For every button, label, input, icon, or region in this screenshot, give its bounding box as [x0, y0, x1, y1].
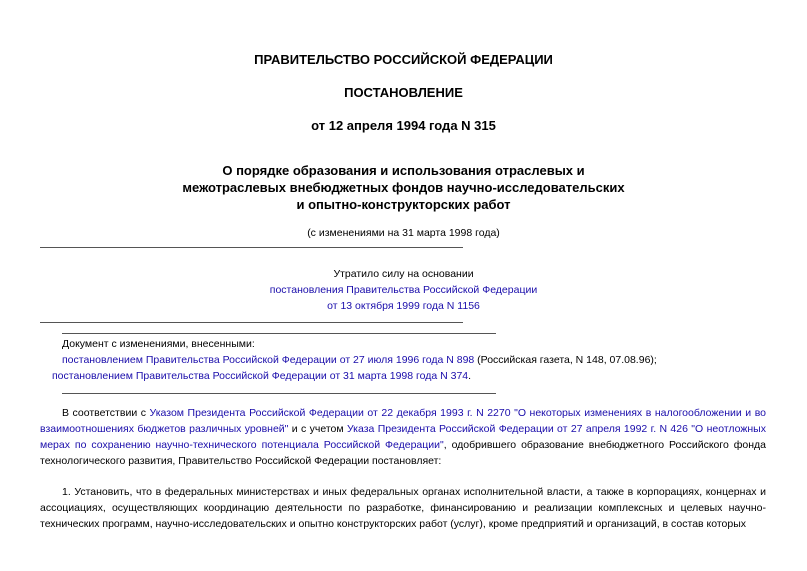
- document-type: ПОСТАНОВЛЕНИЕ: [344, 85, 463, 100]
- publication-source: (Российская газета, N 148, 07.08.96);: [474, 354, 657, 366]
- decree-426-link[interactable]: Указа Президента Российской Федерации от 27 апреля 1992 г. N 426 "О неотложных мерах по сохранению научно-технического потенциала Российской Федерации": [40, 423, 766, 451]
- changes-item-2: постановлением Правительства Российской Федерации от 31 марта 1998 года N 374.: [52, 370, 472, 382]
- divider: [40, 247, 463, 248]
- repeal-decree-date-link[interactable]: от 13 октября 1999 года N 1156: [327, 300, 480, 312]
- amendments-note: (с изменениями на 31 марта 1998 года): [307, 227, 500, 239]
- changes-item-1: [62, 354, 657, 366]
- document-date-number: от 12 апреля 1994 года N 315: [311, 118, 496, 133]
- issuing-authority: ПРАВИТЕЛЬСТВО РОССИЙСКОЙ ФЕДЕРАЦИИ: [254, 52, 553, 67]
- repeal-decree-link[interactable]: постановления Правительства Российской Федерации: [269, 284, 538, 296]
- decree-2270-link[interactable]: Указом Президента Российской Федерации от 22 декабря 1993 г. N 2270 "О некоторых изменениях в налогообложении и во взаимоотношениях бюджетов различных уровней": [40, 407, 766, 435]
- divider: [40, 322, 463, 323]
- decree-898-link[interactable]: постановлением Правительства Российской Федерации от 27 июля 1996 года N 898: [62, 354, 475, 366]
- divider: [62, 333, 496, 334]
- changes-intro: Документ с изменениями, внесенными:: [62, 338, 255, 350]
- divider: [62, 393, 496, 394]
- repeal-notice: Утратило силу на основании: [333, 268, 474, 280]
- document-title-line-2: межотраслевых внебюджетных фондов научно-исследовательских: [182, 180, 625, 195]
- document-title-line-3: и опытно-конструкторских работ: [296, 197, 511, 212]
- paragraph-1: 1. Установить, что в федеральных министерствах и иных федеральных органах исполнительной власти, а также в корпорациях, концернах и ассоциациях, осуществляющих координацию деятельности по разработке, финансированию и реализации комплексных и целевых научно-технических программ, научно-исследовательских и опытно конструкторских работ (услуг), кроме предприятий и организаций, в состав которых: [40, 486, 766, 530]
- decree-374-link[interactable]: постановлением Правительства Российской Федерации от 31 марта 1998 года N 374: [52, 370, 469, 382]
- paragraph-preamble: В соответствии с Указом Президента Российской Федерации от 22 декабря 1993 г. N 2270 "О некоторых изменениях в налогообложении и во взаимоотношениях бюджетов различных уровней" и с учетом Указа Президента Российской Федерации от 27 апреля 1992 г. N 426 "О неотложных мерах по сохранению научно-технического потенциала Российской Федерации", одобрившего образование внебюджетного Российского фонда технологического развития, Правительство Российской Федерации постановляет:: [40, 407, 766, 467]
- document-title-line-1: О порядке образования и использования отраслевых и: [222, 163, 585, 178]
